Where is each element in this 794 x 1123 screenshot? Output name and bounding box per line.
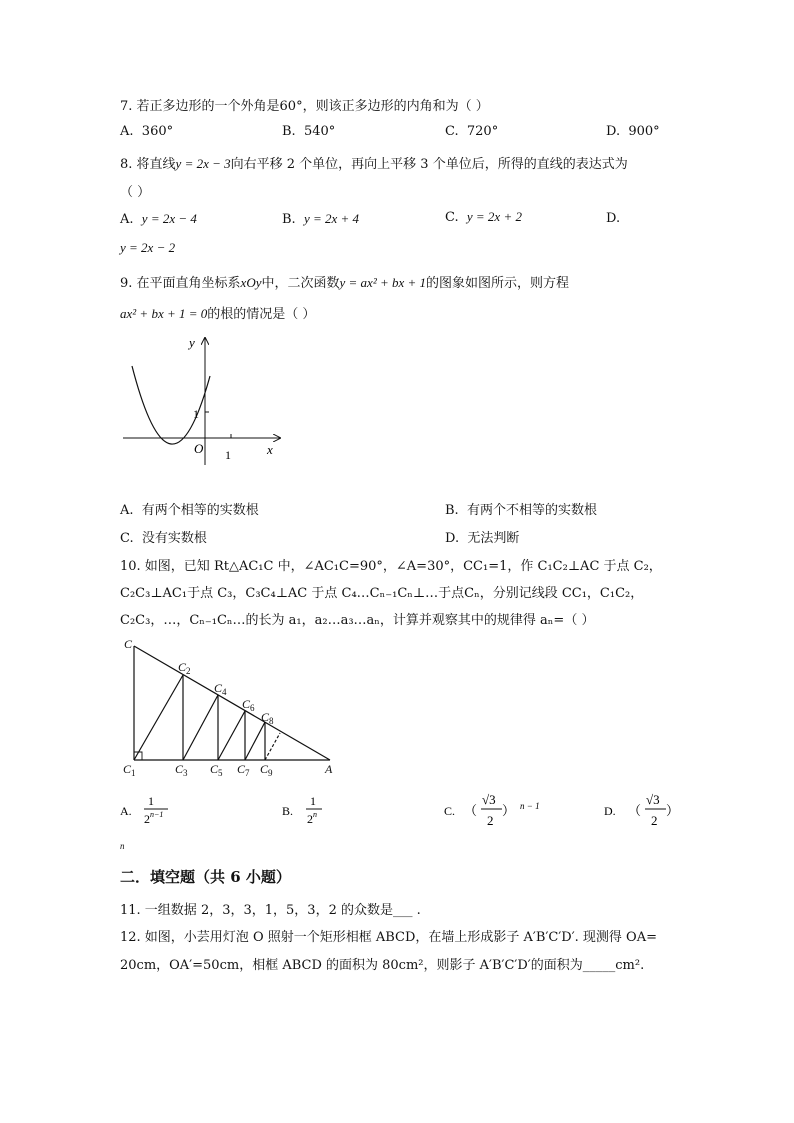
- q8-option-d-text[interactable]: y = 2x − 2: [120, 240, 176, 255]
- label-A: A: [325, 762, 333, 776]
- q8-option-c-label: C.: [445, 210, 459, 225]
- q7-option-b[interactable]: [282, 124, 335, 139]
- q9-option-b-label: B.: [445, 503, 459, 518]
- q9-option-c-label: C.: [120, 531, 134, 546]
- q10-option-d-exponent-wrapped: n: [120, 841, 125, 851]
- q12-stem-line2: 20cm，OA′=50cm，相框 ABCD 的面积为 80cm²，则影子 A′B′C′D′的面积为_____cm².: [120, 958, 645, 973]
- label-C7: $C_7$: [237, 762, 250, 778]
- q10-option-b-label: B.: [282, 804, 294, 818]
- graph-y-label: y: [189, 335, 195, 350]
- q9-option-a-label: A.: [120, 503, 134, 518]
- q10-option-c-exponent: n − 1: [520, 801, 540, 811]
- q7-option-d-label: D.: [606, 124, 621, 139]
- q8-option-b[interactable]: [282, 211, 359, 227]
- q8-option-d-label[interactable]: D.: [606, 211, 621, 226]
- q8-stem-suffix: 向右平移 2 个单位，再向上平移 3 个单位后，所得的直线的表达式为: [230, 157, 628, 172]
- q10-option-c-close-paren: ）: [502, 803, 516, 818]
- q9-stem: [120, 272, 569, 291]
- q9-option-d-text: 无法判断: [467, 531, 520, 546]
- q10-option-c-label: C.: [444, 804, 456, 818]
- q9-stem-prefix: 9. 在平面直角坐标系: [120, 276, 241, 291]
- q8-stem-prefix: 8. 将直线: [120, 157, 176, 172]
- q10-triangle-figure: [118, 632, 348, 784]
- q7-option-a-label: A.: [120, 124, 134, 139]
- q10-option-c-den: 2: [487, 813, 494, 828]
- q9-option-c[interactable]: [120, 527, 207, 546]
- segment-c3c4: [183, 695, 218, 760]
- q7-stem: 7. 若正多边形的一个外角是60°，则该正多边形的内角和为（ ）: [120, 99, 489, 114]
- graph-origin: O: [194, 441, 204, 456]
- q10-option-d-open-paren: （: [628, 803, 642, 818]
- q10-option-b-num: 1: [310, 794, 316, 808]
- q10-option-a-den: $2^{n-1}$: [144, 810, 164, 826]
- q8-option-a[interactable]: [120, 211, 197, 227]
- q10-stem-line1: 10. 如图，已知 Rt△AC₁C 中，∠AC₁C=90°，∠A=30°，CC₁=1，作 C₁C₂⊥AC 于点 C₂，: [120, 559, 662, 574]
- label-C3: $C_3$: [175, 762, 188, 778]
- label-C1: $C_1$: [123, 762, 136, 778]
- q9-stem-math2: y = ax² + bx + 1: [339, 275, 427, 290]
- q7-option-b-label: B.: [282, 124, 296, 139]
- q9-option-b-text: 有两个不相等的实数根: [466, 503, 597, 518]
- q9-option-c-text: 没有实数根: [141, 531, 207, 546]
- q7-option-c-label: C.: [445, 124, 459, 139]
- label-C6: $C_6$: [242, 697, 255, 713]
- q11-stem: 11. 一组数据 2，3，3，1，5，3，2 的众数是___ .: [120, 903, 421, 918]
- q9-option-a[interactable]: [120, 499, 259, 518]
- q10-option-d-label: D.: [604, 804, 616, 818]
- q10-option-d[interactable]: [602, 788, 692, 832]
- q10-option-c[interactable]: [442, 788, 572, 832]
- q10-option-d-close-paren: ）: [666, 803, 680, 818]
- label-C4: $C_4$: [214, 681, 227, 697]
- label-C9: $C_9$: [260, 762, 273, 778]
- q8-paren: （ ）: [120, 185, 151, 200]
- q10-option-d-den: 2: [651, 813, 658, 828]
- q9-option-a-text: 有两个相等的实数根: [141, 503, 259, 518]
- label-C: C: [124, 637, 133, 651]
- q8-option-a-text: y = 2x − 4: [141, 211, 197, 226]
- q9-stem-suffix: 的图象如图所示，则方程: [426, 276, 570, 291]
- q10-option-a-num: 1: [148, 794, 154, 808]
- q9-option-d[interactable]: [445, 527, 519, 546]
- q10-stem-line2: C₂C₃⊥AC₁于点 C₃，C₃C₄⊥AC 于点 C₄…Cₙ₋₁Cₙ⊥…于点Cₙ，分别记线段 CC₁，C₁C₂，: [120, 586, 644, 601]
- q10-option-c-num: √3: [482, 792, 496, 807]
- graph-x-label: x: [267, 442, 273, 457]
- q9-line2-math: ax² + bx + 1 = 0: [120, 306, 208, 321]
- q7-option-b-text: 540°: [303, 124, 336, 139]
- q8-option-b-text: y = 2x + 4: [303, 211, 360, 226]
- q7-option-a[interactable]: [120, 124, 173, 139]
- section-2-title: 二．填空题（共 6 小题）: [120, 868, 291, 886]
- q10-option-a-label: A.: [120, 804, 132, 818]
- segment-c5c6: [218, 711, 245, 760]
- q9-parabola-graph: [115, 330, 290, 470]
- segment-c1c2: [134, 675, 183, 760]
- parabola-curve: [132, 366, 210, 444]
- label-C8: $C_8$: [261, 710, 274, 726]
- q7-option-c-text: 720°: [466, 124, 499, 139]
- segment-c7c8: [245, 722, 265, 760]
- q10-option-c-open-paren: （: [464, 803, 478, 818]
- q8-option-c[interactable]: [445, 209, 522, 225]
- graph-one-x: 1: [225, 448, 231, 462]
- q7-option-d-text: 900°: [628, 124, 660, 139]
- segment-dashed: [265, 733, 280, 760]
- q8-option-c-text: y = 2x + 2: [466, 209, 522, 224]
- q8-option-b-label: B.: [282, 212, 296, 227]
- q10-option-b[interactable]: [280, 790, 360, 830]
- label-C5: $C_5$: [210, 762, 223, 778]
- q9-stem-line2: [120, 303, 315, 322]
- q9-option-d-label: D.: [445, 531, 460, 546]
- segment-ca: [134, 646, 330, 760]
- q9-stem-mid: 中，二次函数: [261, 276, 340, 291]
- q8-stem: [120, 153, 628, 172]
- q10-option-d-num: √3: [646, 792, 660, 807]
- q7-option-c[interactable]: [445, 124, 498, 139]
- q7-option-d[interactable]: [606, 124, 660, 139]
- q9-option-b[interactable]: [445, 499, 597, 518]
- q9-stem-math1: xOy: [240, 275, 262, 290]
- graph-one-y: 1: [193, 407, 199, 421]
- label-C2: $C_2$: [178, 660, 191, 676]
- q10-stem-line3: C₂C₃，…，Cₙ₋₁Cₙ…的长为 a₁，a₂…a₃…aₙ，计算并观察其中的规律得 aₙ=（ ）: [120, 613, 595, 628]
- q12-stem-line1: 12. 如图，小芸用灯泡 O 照射一个矩形相框 ABCD，在墙上形成影子 A′B′C′D′. 现测得 OA=: [120, 930, 657, 945]
- q8-stem-math: y = 2x − 3: [175, 156, 231, 171]
- q9-line2-suffix: 的根的情况是（ ）: [207, 307, 316, 322]
- q7-option-a-text: 360°: [141, 124, 174, 139]
- q10-option-a[interactable]: [118, 790, 198, 830]
- q8-option-a-label: A.: [120, 212, 134, 227]
- q10-option-b-den: 2$^n$: [307, 810, 317, 826]
